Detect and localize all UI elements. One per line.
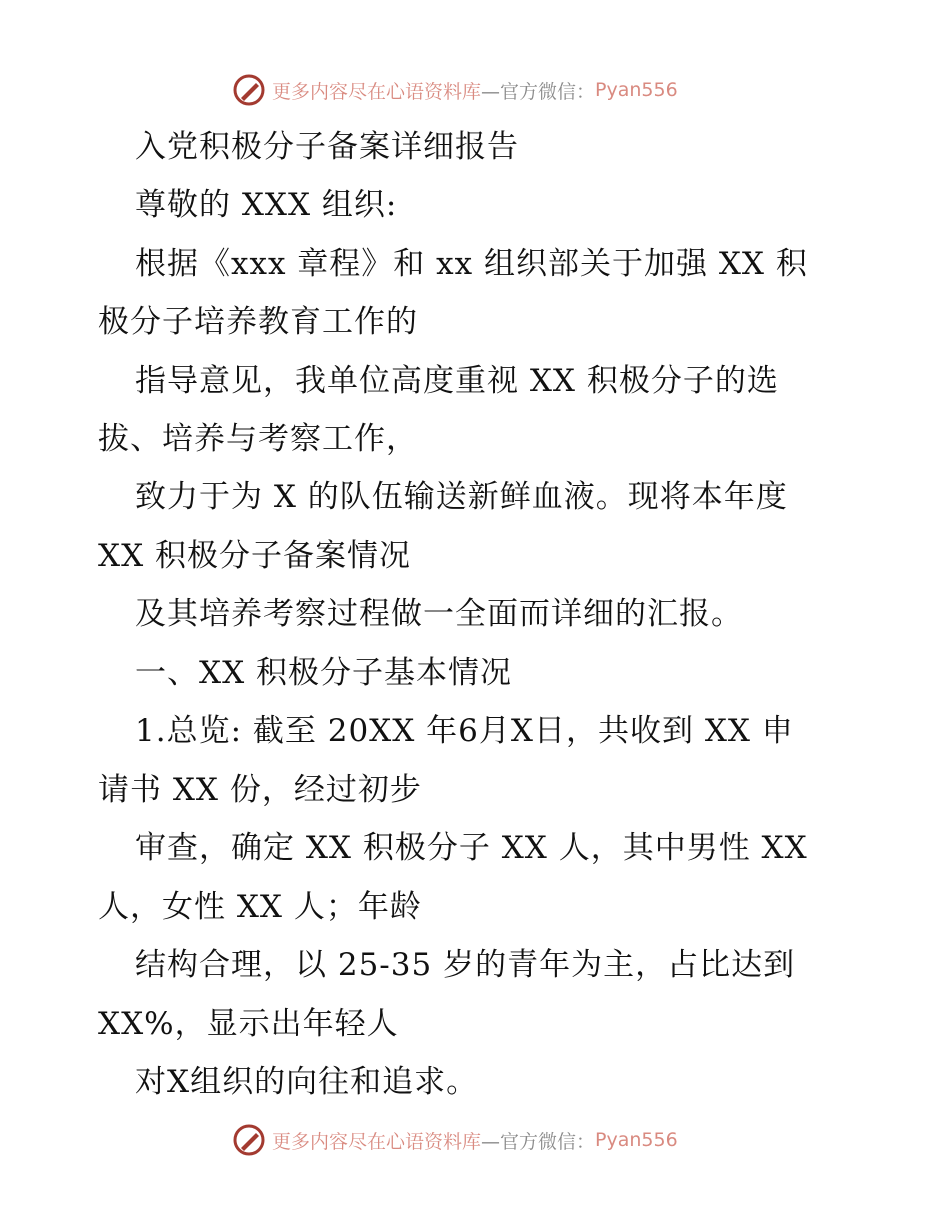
paragraph-line: 结构合理，以 25-35 岁的青年为主，占比达到 <box>135 947 796 983</box>
paragraph-line: 根据《xxx 章程》和 xx 组织部关于加强 XX 积 <box>135 246 808 282</box>
paragraph-line: 请书 XX 份，经过初步 <box>98 772 422 808</box>
paragraph-line: 极分子培养教育工作的 <box>98 304 418 340</box>
paragraph-line: XX 积极分子备案情况 <box>98 538 411 574</box>
paragraph-line: 人，女性 XX 人；年龄 <box>98 889 422 925</box>
header-watermark <box>232 70 678 110</box>
watermark-wechat: Pyan556 <box>595 79 678 101</box>
doc-title: 入党积极分子备案详细报告 <box>135 129 519 165</box>
footer-watermark <box>232 1120 678 1160</box>
watermark-separator: —官方微信： <box>481 1130 596 1153</box>
paragraph-line: XX%，显示出年轻人 <box>98 1006 399 1042</box>
watermark-site: 更多内容尽在心语资料库 <box>272 80 482 103</box>
paragraph-line: 及其培养考察过程做一全面而详细的汇报。 <box>135 596 743 632</box>
paragraph-line: 拔、培养与考察工作， <box>98 421 418 457</box>
salutation: 尊敬的 XXX 组织: <box>135 187 398 223</box>
watermark-separator: —官方微信： <box>481 80 596 103</box>
pen-logo-icon <box>232 1123 266 1157</box>
watermark-site: 更多内容尽在心语资料库 <box>272 1130 482 1153</box>
paragraph-line: 审查，确定 XX 积极分子 XX 人，其中男性 XX <box>135 830 808 866</box>
paragraph-line: 致力于为 X 的队伍输送新鲜血液。现将本年度 <box>135 479 788 515</box>
watermark-wechat: Pyan556 <box>595 1129 678 1151</box>
paragraph-line: 指导意见，我单位高度重视 XX 积极分子的选 <box>135 363 779 399</box>
pen-logo-icon <box>232 73 266 107</box>
paragraph-line: 对X组织的向往和追求。 <box>135 1064 479 1100</box>
paragraph-line: 1.总览: 截至 20XX 年6月X日，共收到 XX 申 <box>135 713 794 749</box>
section-heading: 一、XX 积极分子基本情况 <box>135 655 512 691</box>
